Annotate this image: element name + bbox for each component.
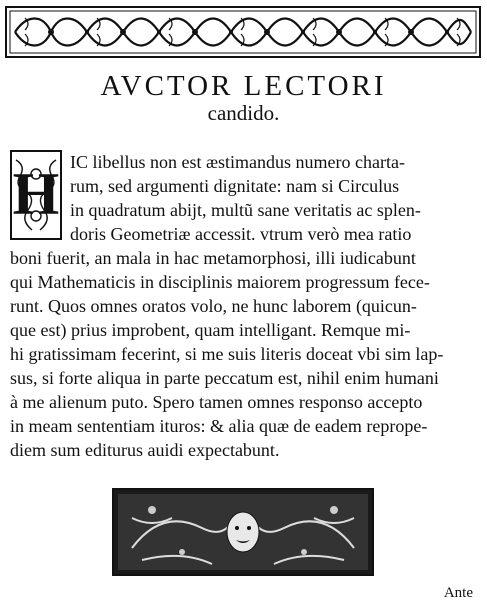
text-line: que est) prius improbent, quam intelligant. Remque mi- [10,320,411,340]
tailpiece-ornament [112,488,374,576]
text-line: doris Geometriæ accessit. vtrum verò mea ratio [70,224,412,244]
drop-cap-letter: H [12,161,60,227]
headband-ornament [5,6,481,58]
text-line: IC libellus non est æstimandus numero charta- [70,152,405,172]
text-line: à me alienum puto. Spero tamen omnes responso accepto [10,392,423,412]
page-subtitle: candido. [207,101,280,125]
text-line: boni fuerit, an mala in hac metamorphosi, illi iudicabunt [10,248,416,268]
text-line: in meam sententiam ituros: & alia quæ de eadem reprope- [10,416,428,436]
text-line: rum, sed argumenti dignitate: nam si Circulus [70,176,400,196]
catchword: Ante [443,585,473,601]
text-line: runt. Quos omnes oratos volo, ne hunc laborem (quicun- [10,296,417,316]
text-line: qui Mathematicis in disciplinis maiorem progressum fece- [10,272,430,292]
text-line: in quadratum abijt, multũ sane veritatis ac splen- [70,200,421,220]
decorated-initial [10,150,62,240]
text-line: hi gratissimam fecerint, si me suis literis doceat vbi sim lap- [10,344,444,364]
page-title: AVCTOR LECTORI [100,70,387,102]
text-line: sus, si forte aliqua in parte peccatum est, nihil enim humani [10,368,439,388]
text-line: diem sum editurus auidi expectabunt. [10,440,280,460]
